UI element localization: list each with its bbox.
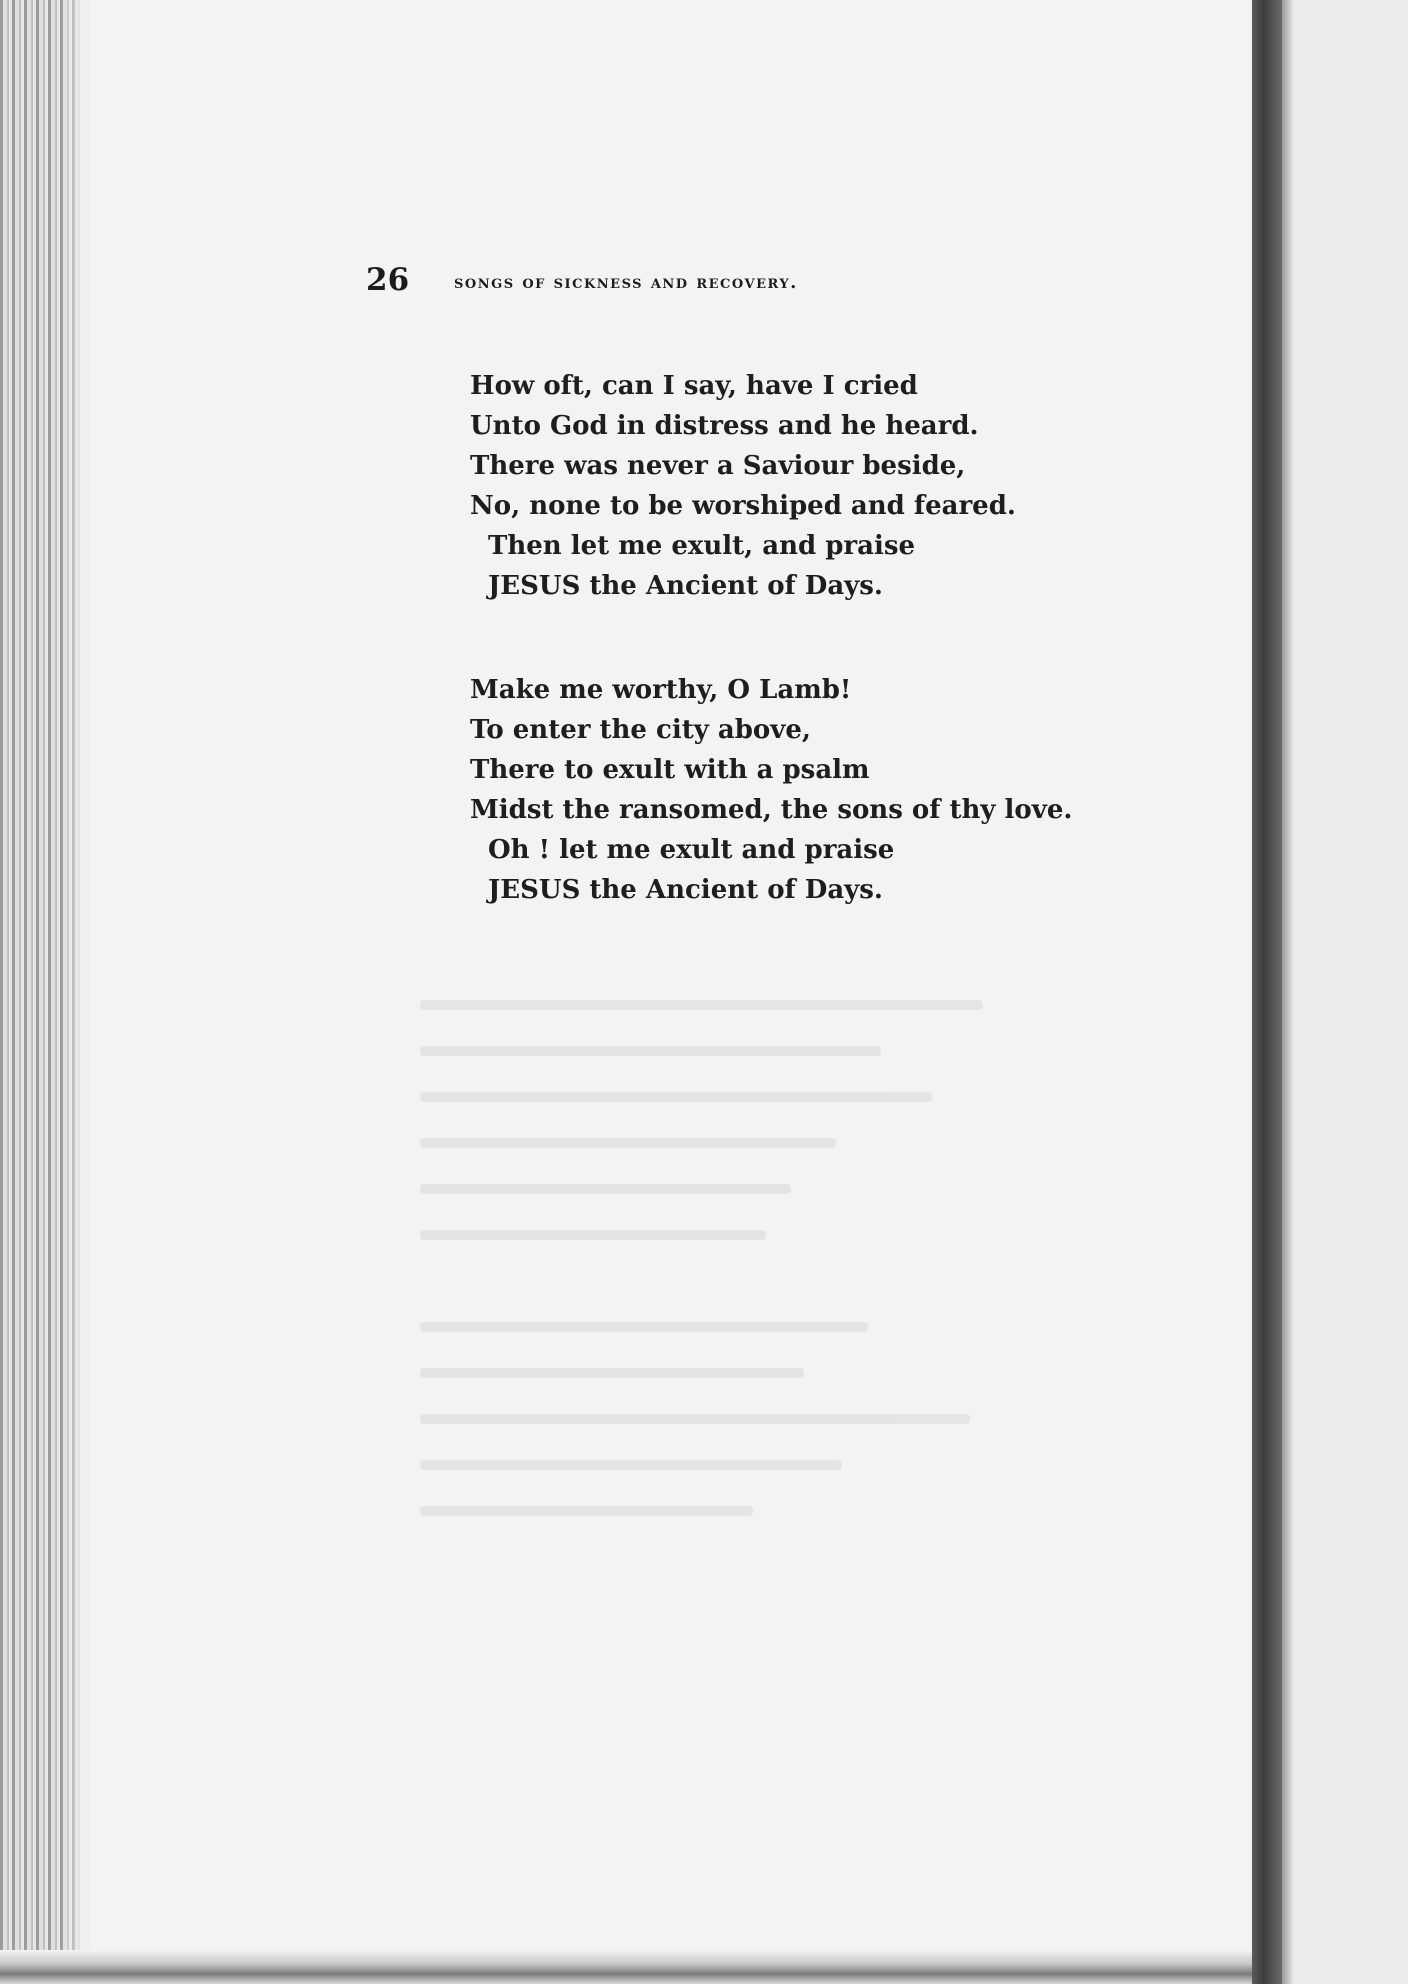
poem-refrain-line: JESUS the Ancient of Days. <box>488 571 883 601</box>
poem-stanza-2 <box>470 670 1110 910</box>
running-title: songs of sickness and recovery. <box>454 272 798 293</box>
poem-line: No, none to be worshiped and feared. <box>470 491 1016 521</box>
poem-line: Midst the ransomed, the sons of thy love. <box>470 795 1073 825</box>
page-edge-fade <box>60 0 90 1984</box>
book-gutter <box>1252 0 1282 1984</box>
poem-stanza-1 <box>470 366 1110 606</box>
poem-line: To enter the city above, <box>470 715 811 745</box>
poem-refrain-line: Then let me exult, and praise <box>488 531 916 561</box>
poem-line: How oft, can I say, have I cried <box>470 371 918 401</box>
poem-line: Unto God in distress and he heard. <box>470 411 979 441</box>
facing-page <box>1282 0 1408 1984</box>
reverse-side-show-through <box>420 1000 1060 1720</box>
poem-refrain-line: JESUS the Ancient of Days. <box>488 875 883 905</box>
page-number: 26 <box>366 262 410 298</box>
running-head <box>366 262 1026 302</box>
page-bottom-edge <box>0 1950 1252 1984</box>
facing-page-shadow <box>1282 0 1294 1984</box>
poem-line: There to exult with a psalm <box>470 755 870 785</box>
poem-refrain-line: Oh ! let me exult and praise <box>488 835 895 865</box>
poem-line: Make me worthy, O Lamb! <box>470 675 852 705</box>
poem-line: There was never a Saviour beside, <box>470 451 966 481</box>
